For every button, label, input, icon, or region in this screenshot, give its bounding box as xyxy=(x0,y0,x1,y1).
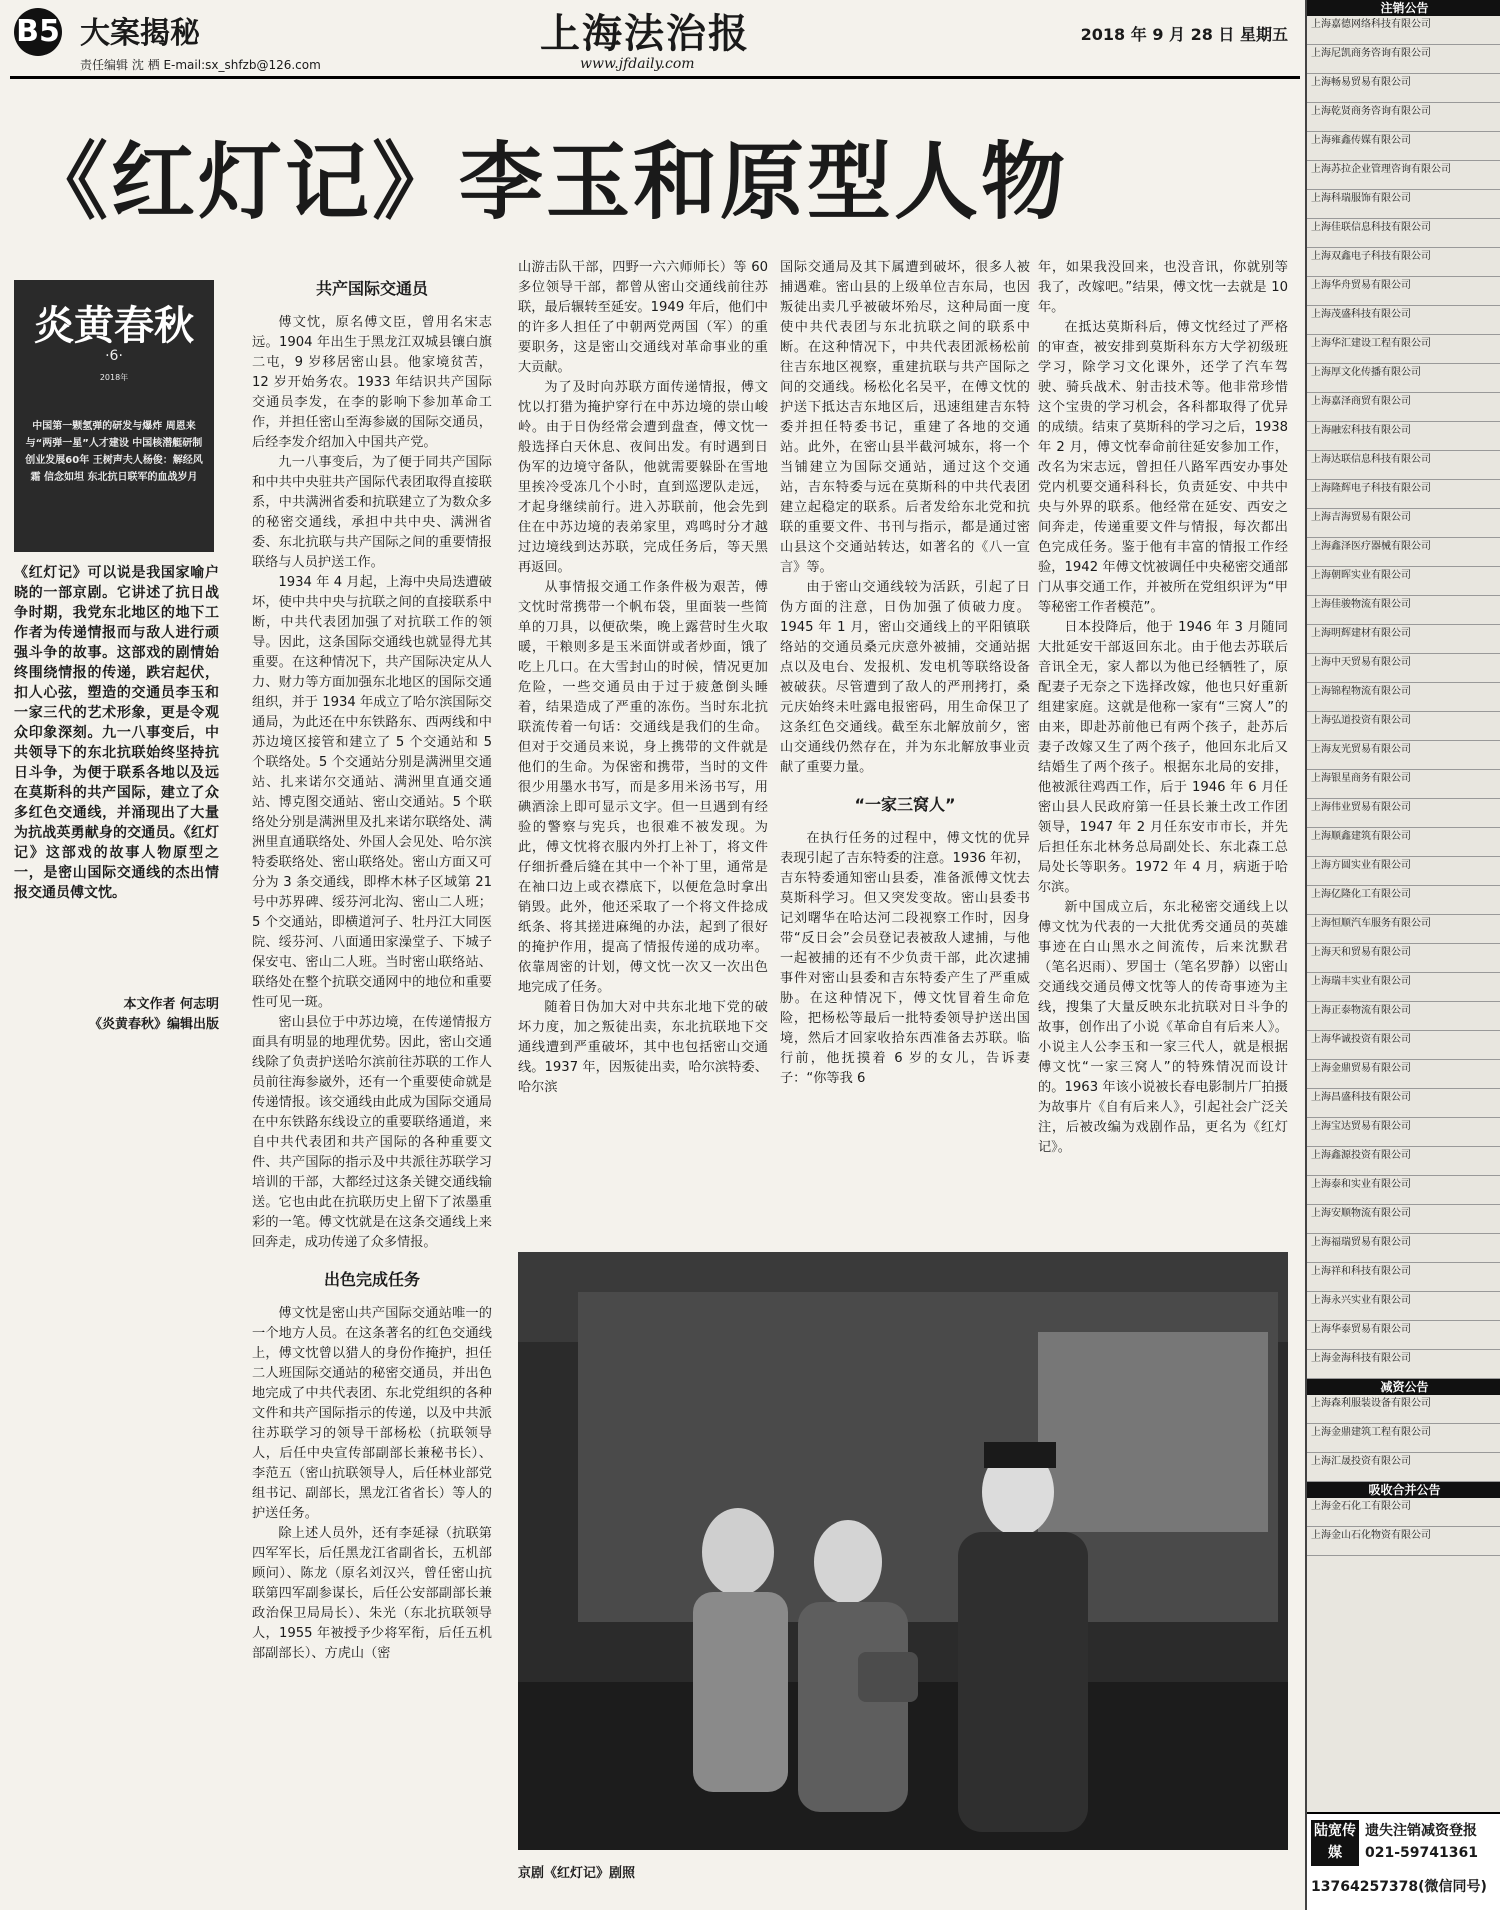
book-title: 炎黄春秋 xyxy=(34,302,194,349)
ad-item: 上海恒顺汽车服务有限公司 xyxy=(1307,915,1500,944)
paragraph: 新中国成立后，东北秘密交通线上以傅文忱为代表的一大批优秀交通员的英雄事迹在白山黑水之间流传，后来沈默君（笔名迟雨）、罗国士（笔名罗静）以密山交通线交通员傅文忱等人的传奇事迹为主线，搜集了大量反映东北抗联对日斗争的故事，创作出了小说《革命自有后来人》。小说主人公李玉和一家三代人，就是根据傅文忱“一家三窝人”的特殊情况而设计的。1963 年该小说被长春电影制片厂拍摄为故事片《自有后来人》，引起社会广泛关注，后被改编为戏剧作品，更名为《红灯记》。 xyxy=(1038,900,1288,1155)
paragraph: 傅文忱，原名傅文臣，曾用名宋志远。1904 年出生于黑龙江双城县镶白旗二屯，9 岁移居密山县。他家境贫苦，12 岁开始务农。1933 年结识共产国际交通员李发，在李的影响下参加革命工作，并担任密山至海参崴的国际交通员，后经李发介绍加入中国共产党。 xyxy=(252,315,492,450)
ad-item: 上海福瑞贸易有限公司 xyxy=(1307,1234,1500,1263)
ad-item: 上海顺鑫建筑有限公司 xyxy=(1307,828,1500,857)
ad-item: 上海双鑫电子科技有限公司 xyxy=(1307,248,1500,277)
ad-item: 上海金山石化物资有限公司 xyxy=(1307,1527,1500,1556)
editor-line: 责任编辑 沈 栖 E-mail:sx_shfzb@126.com xyxy=(80,58,321,72)
ad-item: 上海嘉泽商贸有限公司 xyxy=(1307,393,1500,422)
ads-list-low xyxy=(1307,1498,1500,1556)
paragraph: 在抵达莫斯科后，傅文忱经过了严格的审查，被安排到莫斯科东方大学初级班学习，除学习文化课外，还学了汽车驾驶、骑兵战术、射击技术等。他非常珍惜这个宝贵的学习机会，各科都取得了优异的成绩。结束了莫斯科的学习之后，1938 年 2 月，傅文忱奉命前往延安参加工作，改名为宋志远，曾担任八路军西安办事处党内机要交通科科长，负责延安、中共中央与外界的联系。他经常在延安、西安之间奔走，传递重要文件与情报，每次都出色完成任务。鉴于他有丰富的情报工作经验，1942 年傅文忱被调任中央秘密交通部门从事交通工作，并被所在党组织评为“甲等秘密工作者模范”。 xyxy=(1038,320,1288,615)
ad-item: 上海朝晖实业有限公司 xyxy=(1307,567,1500,596)
ad-item: 上海苏拉企业管理咨询有限公司 xyxy=(1307,161,1500,190)
ad-item: 上海瑞丰实业有限公司 xyxy=(1307,973,1500,1002)
ad-item: 上海银星商务有限公司 xyxy=(1307,770,1500,799)
paragraph: 1934 年 4 月起，上海中央局迭遭破坏，使中共中央与抗联之间的直接联系中断，中共代表团加强了对抗联工作的领导。因此，这条国际交通线也就显得尤其重要。在这种情况下，共产国际决定从人力、财力等方面加强东北地区的国际交通组织，并于 1934 年成立了哈尔滨国际交通局，为此还在中东铁路东、西两线和中苏边境区接管和建立了 5 个交通站和 5 个联络处。5 个交通站分别是满洲里交通站、扎来诺尔交通站、满洲里直通交通站、博克图交通站、密山交通站。5 个联络处分别是满洲里及扎来诺尔联络处、满洲里直通联络处、外国人会见处、哈尔滨特委联络处、密山联络处。密山方面又可分为 3 条交通线，即桦木林子区域第 21 号中苏界碑、绥芬河北沟、密山二人班；5 个交通站，即横道河子、牡丹江大同医院、绥芬河、八面通田家澡堂子、下城子保安屯、密山二人班。当时密山联络站、联络处在整个抗联交通网中的地位和重要性可见一斑。 xyxy=(252,575,492,1010)
ads-phone: 021-59741361 xyxy=(1365,1845,1478,1861)
ad-item: 上海永兴实业有限公司 xyxy=(1307,1292,1500,1321)
ad-item: 上海佳联信息科技有限公司 xyxy=(1307,219,1500,248)
article-column-3 xyxy=(780,258,1030,1238)
ads-header-merger: 吸收合并公告 xyxy=(1307,1482,1500,1498)
header-rule xyxy=(10,76,1300,79)
section-title: 大案揭秘 xyxy=(80,16,200,51)
ad-item: 上海正泰物流有限公司 xyxy=(1307,1002,1500,1031)
source-line: 《炎黄春秋》编辑出版 xyxy=(88,1017,219,1032)
ad-item: 上海弘道投资有限公司 xyxy=(1307,712,1500,741)
article-column-2 xyxy=(518,258,768,1238)
ad-item: 上海中天贸易有限公司 xyxy=(1307,654,1500,683)
paragraph: 在执行任务的过程中，傅文忱的优异表现引起了吉东特委的注意。1936 年初，吉东特委通知密山县委，准备派傅文忱去莫斯科学习。但又突发变故。密山县委书记刘曙华在哈达河二段视察工作时，因身带“反日会”会员登记表被敌人逮捕，与他一起被捕的还有不少负责干部，此次逮捕事件对密山县委和吉东特委产生了严重威胁。在这种情况下，傅文忱冒着生命危险，把杨松等最后一批特委领导护送出国境，然后才回家收拾东西准备去苏联。临行前，他抚摸着 6 岁的女儿，告诉妻子：“你等我 6 xyxy=(780,831,1030,1086)
paragraph: 随着日伪加大对中共东北地下党的破坏力度，加之叛徒出卖，东北抗联地下交通线遭到严重破坏，其中也包括密山交通线。1937 年，因叛徒出卖，哈尔滨特委、哈尔滨 xyxy=(518,1000,768,1095)
ad-item: 上海昌盛科技有限公司 xyxy=(1307,1089,1500,1118)
ad-item: 上海华舟贸易有限公司 xyxy=(1307,277,1500,306)
paragraph: 山游击队干部，四野一六六师师长）等 60 多位领导干部，都曾从密山交通线前往苏联，最后辗转至延安。1949 年后，他们中的许多人担任了中朝两党两国（军）的重要职务，这是密山交通线对革命事业的重大贡献。 xyxy=(518,260,768,375)
ad-item: 上海茂盛科技有限公司 xyxy=(1307,306,1500,335)
ad-item: 上海天和贸易有限公司 xyxy=(1307,944,1500,973)
ad-item: 上海华汇建设工程有限公司 xyxy=(1307,335,1500,364)
ad-item: 上海祥和科技有限公司 xyxy=(1307,1263,1500,1292)
ad-item: 上海鑫源投资有限公司 xyxy=(1307,1147,1500,1176)
ads-header-capital-reduction: 减资公告 xyxy=(1307,1379,1500,1395)
book-cover-lines: 中国第一颗氢弹的研发与爆炸 周恩来与“两弹一星”人才建设 中国核潜艇研制创业发展60年 王树声夫人杨俊：解经风霜 信念如坦 东北抗日联军的血战岁月 xyxy=(25,421,203,483)
page-number-badge: B5 xyxy=(14,8,62,56)
paragraph: 密山县位于中苏边境，在传递情报方面具有明显的地理优势。因此，密山交通线除了负责护送哈尔滨前往苏联的工作人员前往海参崴外，还有一个重要使命就是传递情报。该交通线由此成为国际交通局在中东铁路东线设立的重要联络通道，来自中共代表团和共产国际的各种重要文件、共产国际的指示及中共派往苏联学习培训的干部，大都经过这条关键交通线输送。它也由此在抗联历史上留下了浓墨重彩的一笔。傅文忱就是在这条交通线上来回奔走，成功传递了众多情报。 xyxy=(252,1015,492,1250)
ad-item: 上海吉海贸易有限公司 xyxy=(1307,509,1500,538)
paragraph: 九一八事变后，为了便于同共产国际和中共中央驻共产国际代表团取得直接联系，中共满洲省委和抗联建立了为数众多的秘密交通线，承担中共中央、满洲省委、东北抗联与共产国际之间的重要情报联络与人员护送工作。 xyxy=(252,455,492,570)
subheading-mission-accomplished: 出色完成任务 xyxy=(323,1270,420,1289)
ad-item: 上海泰和实业有限公司 xyxy=(1307,1176,1500,1205)
stage-scene-illustration xyxy=(518,1252,1288,1850)
ad-item: 上海金鼎建筑工程有限公司 xyxy=(1307,1424,1500,1453)
ad-item: 上海伟业贸易有限公司 xyxy=(1307,799,1500,828)
ad-item: 上海华诚投资有限公司 xyxy=(1307,1031,1500,1060)
paragraph: 傅文忱是密山共产国际交通站唯一的一个地方人员。在这条著名的红色交通线上，傅文忱曾以猎人的身份作掩护，担任二人班国际交通站的秘密交通员，并出色地完成了中共代表团、东北党组织的各种文件和共产国际指示的传递，以及中共派往苏联学习的领导干部杨松（抗联领导人，后任中央宣传部副部长兼秘书长）、李范五（密山抗联领导人，后任林业部党组书记、副部长，黑龙江省省长）等人的护送任务。 xyxy=(252,1306,492,1521)
ads-header-cancellation: 注销公告 xyxy=(1307,0,1500,16)
book-issue: ·6· xyxy=(105,348,123,364)
paragraph: 国际交通局及其下属遭到破坏，很多人被捕遇难。密山县的上级单位吉东局，也因叛徒出卖几乎被破坏殆尽，这种局面一度使中共代表团与东北抗联之间的联系中断。在这种情况下，中共代表团派杨松前往吉东地区视察，重建抗联与共产国际之间的交通线。杨松化名吴平，在傅文忱的护送下抵达吉东地区后，迅速组建吉东特委并担任特委书记，重建了各地的交通站。此外，在密山县半截河城东，将一个当铺建立为国际交通站，通过这个交通站，吉东特委与远在莫斯科的中共代表团建立起稳定的联系。后者发给东北党和抗联的重要文件、书刊与指示，都是通过密山县这个交通站转达，如著名的《八一宣言》等。 xyxy=(780,260,1030,575)
ad-item: 上海隆辉电子科技有限公司 xyxy=(1307,480,1500,509)
ad-item: 上海锦程物流有限公司 xyxy=(1307,683,1500,712)
book-year: 2018年 xyxy=(99,373,129,382)
paragraph: 由于密山交通线较为活跃，引起了日伪方面的注意，日伪加强了侦破力度。1945 年 1 月，密山交通线上的平阳镇联络站的交通员桑元庆意外被捕，交通站据点以及电台、发报机、发电机等联络设备被破获。尽管遭到了敌人的严刑拷打，桑元庆始终未吐露电报密码，用生命保卫了这条红色交通线。截至东北解放前夕，密山交通线仍然存在，并为东北解放事业贡献了重要力量。 xyxy=(780,580,1030,775)
article-credit xyxy=(14,995,219,1035)
article-headline: 《红灯记》李玉和原型人物 xyxy=(24,133,1069,231)
author-line: 本文作者 何志明 xyxy=(123,997,219,1012)
ad-item: 上海雍鑫传媒有限公司 xyxy=(1307,132,1500,161)
ad-item: 上海畅易贸易有限公司 xyxy=(1307,74,1500,103)
paragraph: 除上述人员外，还有李延禄（抗联第四军军长，后任黑龙江省副省长，五机部顾问）、陈龙（原名刘汉兴，曾任密山抗联第四军副参谋长，后任公安部副部长兼政治保卫局局长）、朱光（东北抗联领导人，1955 年被授予少将军衔，后任五机部副部长）、方虎山（密 xyxy=(252,1526,492,1661)
issue-date: 2018 年 9 月 28 日 星期五 xyxy=(1080,25,1288,44)
paragraph: 为了及时向苏联方面传递情报，傅文忱以打猎为掩护穿行在中苏边境的崇山峻岭。由于日伪经常会遭到盘查，傅文忱一般选择白天休息、夜间出发。有时遇到日伪军的边境守备队，他就需要躲卧在雪地里挨冷受冻几个小时，直到巡逻队走远，才起身继续前行。进入苏联前，他会先到住在中苏边境的表弟家里，鸡鸣时分才越过边境线到达苏联，完成任务后，等天黑再返回。 xyxy=(518,380,768,575)
ad-item: 上海金鼎贸易有限公司 xyxy=(1307,1060,1500,1089)
ad-item: 上海厚文化传播有限公司 xyxy=(1307,364,1500,393)
ad-item: 上海汇晟投资有限公司 xyxy=(1307,1453,1500,1482)
ad-item: 上海亿隆化工有限公司 xyxy=(1307,886,1500,915)
newspaper-website: www.jfdaily.com xyxy=(580,56,695,72)
ad-item: 上海方圆实业有限公司 xyxy=(1307,857,1500,886)
newspaper-masthead: 上海法治报 xyxy=(540,10,750,57)
ad-item: 上海明辉建材有限公司 xyxy=(1307,625,1500,654)
ads-footer xyxy=(1307,1812,1500,1910)
ad-item: 上海友光贸易有限公司 xyxy=(1307,741,1500,770)
ad-item: 上海融宏科技有限公司 xyxy=(1307,422,1500,451)
ad-item: 上海宝达贸易有限公司 xyxy=(1307,1118,1500,1147)
page-header xyxy=(0,0,1300,80)
subheading-three-families: “一家三窝人” xyxy=(854,795,956,814)
ad-item: 上海尼凯商务咨询有限公司 xyxy=(1307,45,1500,74)
ads-service-label: 遗失注销减资登报 xyxy=(1365,1823,1477,1839)
ad-item: 上海森利服装设备有限公司 xyxy=(1307,1395,1500,1424)
ad-item: 上海金海科技有限公司 xyxy=(1307,1350,1500,1379)
subheading-international-courier: 共产国际交通员 xyxy=(315,279,428,298)
paragraph: 从事情报交通工作条件极为艰苦，傅文忱时常携带一个帆布袋，里面装一些简单的刀具，以便砍柴，晚上露营时生火取暖，干粮则多是玉米面饼或者炒面，饿了吃上几口。在大雪封山的时候，情况更加危险，一些交通员由于过于疲惫倒头睡着，结果造成了严重的冻伤。当时东北抗联流传着一句话：交通线是我们的生命。但对于交通员来说，身上携带的文件就是他们的生命。为保密和携带，当时的文件很少用墨水书写，而是多用米汤书写，用碘酒涂上即可显示文字。但一旦遇到有经验的警察与宪兵，也很难不被发现。为此，傅文忱将衣服内外打上补丁，将文件仔细折叠后缝在其中一个补丁里，通常是在袖口边上或衣襟底下，以便危急时拿出销毁。此外，他还采取了一个将文件捻成纸条、将其搓进麻绳的办法，起到了很好的掩护作用，提高了情报传递的成功率。依靠周密的计划，傅文忱一次又一次出色地完成了任务。 xyxy=(518,580,768,995)
ad-item: 上海佳骏物流有限公司 xyxy=(1307,596,1500,625)
article-column-1 xyxy=(252,272,492,1910)
ad-item: 上海达联信息科技有限公司 xyxy=(1307,451,1500,480)
ad-item: 上海鑫泽医疗器械有限公司 xyxy=(1307,538,1500,567)
book-cover-image xyxy=(14,280,214,552)
classified-ads-column xyxy=(1305,0,1500,1910)
paragraph: 年，如果我没回来，也没音讯，你就别等我了，改嫁吧。”结果，傅文忱一去就是 10 年。 xyxy=(1038,260,1288,315)
article-column-4 xyxy=(1038,258,1288,1238)
paragraph: 日本投降后，他于 1946 年 3 月随同大批延安干部返回东北。由于他去苏联后音讯全无，家人都以为他已经牺牲了，原配妻子无奈之下选择改嫁，他也只好重新组建家庭。这就是他称一家有“三窝人”的由来，即赴苏前他已有两个孩子，赴苏后妻子改嫁又生了两个孩子，他回东北后又结婚生了两个孩子。根据东北局的安排，他被派往鸡西工作，后于 1946 年 6 月任密山县人民政府第一任县长兼土改工作团领导，1947 年 2 月任东安市市长，并先后担任东北林务总局副处长、东北森工总局处长等职务。1972 年 4 月，病逝于哈尔滨。 xyxy=(1038,620,1288,895)
ads-list-mid xyxy=(1307,1395,1500,1482)
ad-item: 上海华泰贸易有限公司 xyxy=(1307,1321,1500,1350)
ad-item: 上海科瑞服饰有限公司 xyxy=(1307,190,1500,219)
ads-service-line xyxy=(1365,1820,1478,1864)
opera-stage-photo xyxy=(518,1252,1288,1850)
ads-mobile: 13764257378(微信同号) xyxy=(1311,1879,1487,1895)
photo-caption: 京剧《红灯记》剧照 xyxy=(518,1866,636,1881)
ads-brand: 陆宽传媒 xyxy=(1311,1820,1359,1866)
ad-item: 上海安顺物流有限公司 xyxy=(1307,1205,1500,1234)
ad-item: 上海金石化工有限公司 xyxy=(1307,1498,1500,1527)
ad-item: 上海乾贤商务咨询有限公司 xyxy=(1307,103,1500,132)
ads-list xyxy=(1307,16,1500,1379)
ad-item: 上海嘉德网络科技有限公司 xyxy=(1307,16,1500,45)
article-intro: 《红灯记》可以说是我国家喻户晓的一部京剧。它讲述了抗日战争时期，我党东北地区的地下工作者为传递情报而与敌人进行顽强斗争的故事。这部戏的剧情始终围绕情报的传递，跌宕起伏，扣人心弦，塑造的交通员李玉和一家三代的艺术形象，更是令观众印象深刻。九一八事变后，中共领导下的东北抗联始终坚持抗日斗争，为便于联系各地以及远在莫斯科的共产国际，建立了众多红色交通线，并涌现出了大量为抗战英勇献身的交通员。《红灯记》这部戏的故事人物原型之一，是密山国际交通线的杰出情报交通员傅文忱。 xyxy=(14,565,219,901)
